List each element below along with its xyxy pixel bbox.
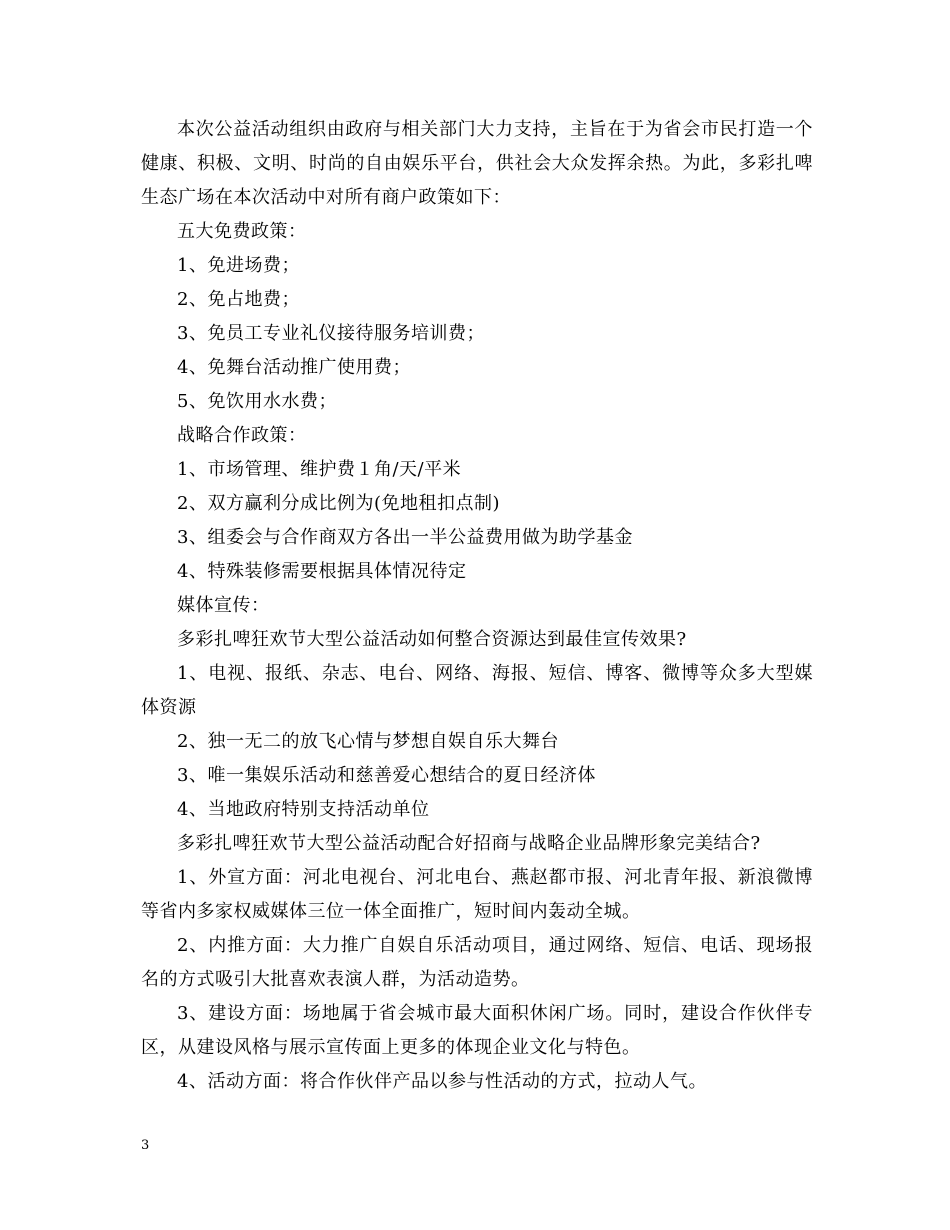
- heading-media: 媒体宣传：: [177, 595, 270, 616]
- list-item: 1、免进场费；: [177, 255, 300, 276]
- list-item: 4、活动方面：将合作伙伴产品以参与性活动的方式，拉动人气。: [177, 1071, 707, 1092]
- list-item: 3、组委会与合作商双方各出一半公益费用做为助学基金: [177, 527, 633, 548]
- heading-free-policies: 五大免费政策：: [177, 221, 307, 242]
- document-body: [141, 113, 813, 1099]
- list-item: 1、市场管理、维护费１角/天/平米: [177, 459, 462, 480]
- list-item: 2、独一无二的放飞心情与梦想自娱自乐大舞台: [177, 731, 559, 752]
- list-item: 5、免饮用水水费；: [177, 391, 337, 412]
- list-item: 3、免员工专业礼仪接待服务培训费；: [177, 323, 485, 344]
- list-item: 2、免占地费；: [177, 289, 300, 310]
- list-item: 3、唯一集娱乐活动和慈善爱心想结合的夏日经济体: [177, 765, 596, 786]
- list-item: 4、当地政府特别支持活动单位: [177, 799, 430, 820]
- list-item: 1、电视、报纸、杂志、电台、网络、海报、短信、博客、微博等众多大型媒体资源: [141, 663, 813, 718]
- list-item: 2、双方赢利分成比例为(免地租扣点制): [177, 493, 500, 514]
- list-item: 4、特殊装修需要根据具体情况待定: [177, 561, 467, 582]
- list-item: 1、外宣方面：河北电视台、河北电台、燕赵都市报、河北青年报、新浪微博等省内多家权威媒体三位一体全面推广，短时间内轰动全城。: [141, 867, 813, 922]
- list-item: 3、建设方面：场地属于省会城市最大面积休闲广场。同时，建设合作伙伴专区，从建设风格与展示宣传面上更多的体现企业文化与特色。: [141, 1003, 813, 1058]
- page-number: 3: [141, 1138, 150, 1153]
- paragraph-intro: 本次公益活动组织由政府与相关部门大力支持，主旨在于为省会市民打造一个健康、积极、文明、时尚的自由娱乐平台，供社会大众发挥余热。为此，多彩扎啤生态广场在本次活动中对所有商户政策如下：: [141, 119, 813, 208]
- heading-strategic-policies: 战略合作政策：: [177, 425, 307, 446]
- list-item: 4、免舞台活动推广使用费；: [177, 357, 411, 378]
- question-paragraph: 多彩扎啤狂欢节大型公益活动配合好招商与战略企业品牌形象完美结合?: [177, 833, 761, 854]
- question-paragraph: 多彩扎啤狂欢节大型公益活动如何整合资源达到最佳宣传效果?: [177, 629, 687, 650]
- list-item: 2、内推方面：大力推广自娱自乐活动项目，通过网络、短信、电话、现场报名的方式吸引大批喜欢表演人群，为活动造势。: [141, 935, 813, 990]
